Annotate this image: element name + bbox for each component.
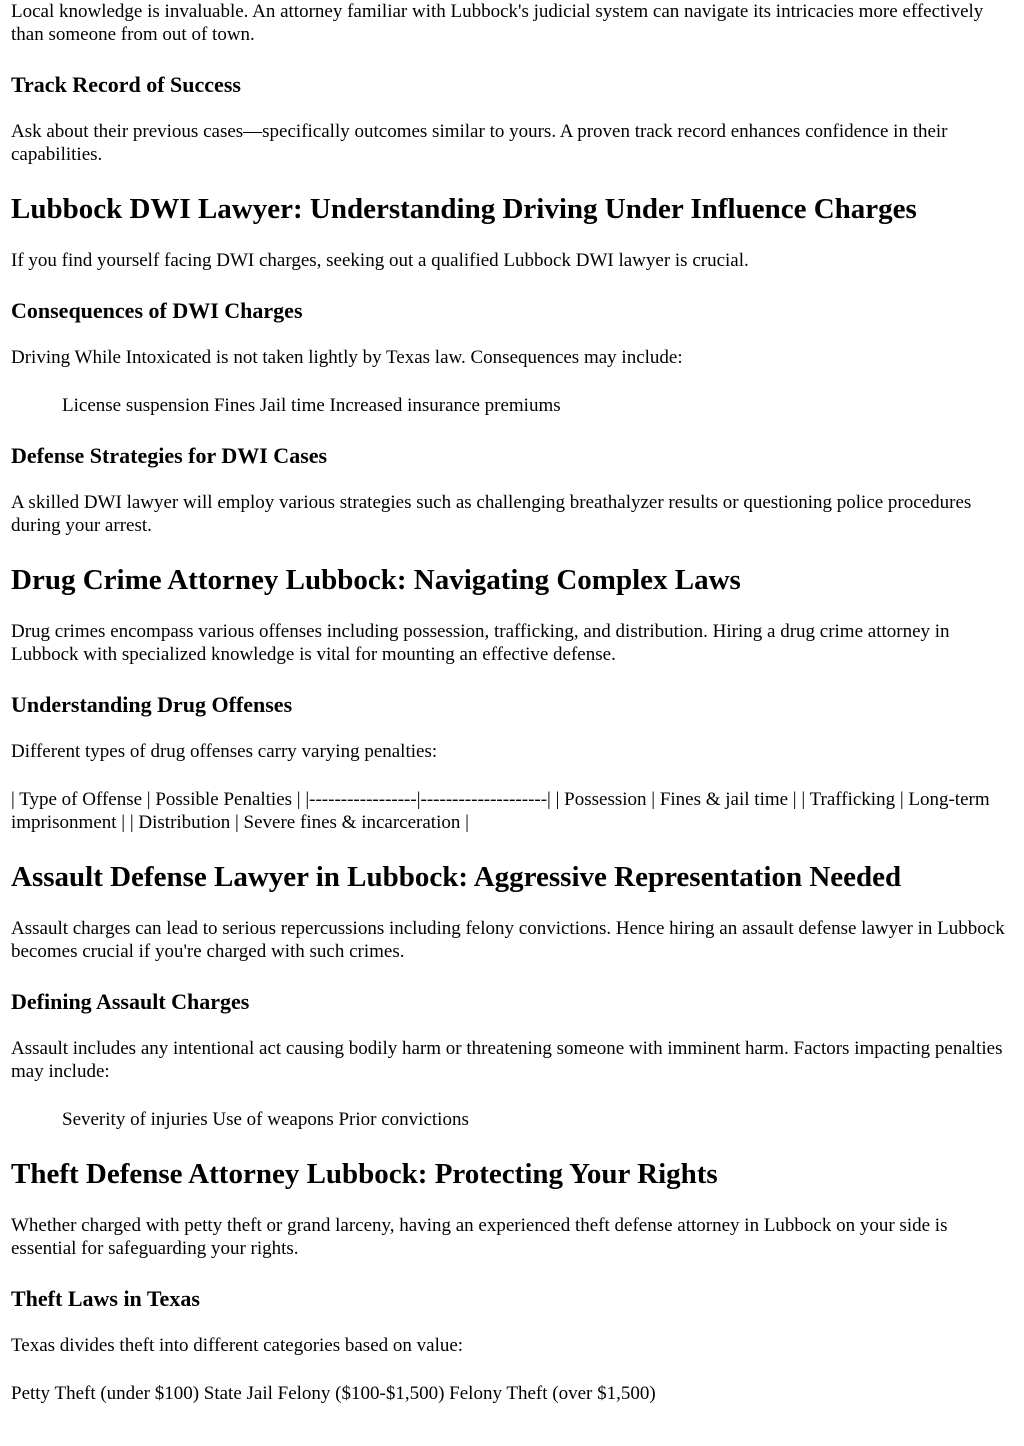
intro-paragraph: Local knowledge is invaluable. An attorney familiar with Lubbock's judicial system can navigate its intricacies more effectively than someone from out of town. bbox=[11, 1, 984, 45]
drug-offenses-heading: Understanding Drug Offenses bbox=[11, 692, 293, 717]
drug-offenses-paragraph: Different types of drug offenses carry varying penalties: bbox=[11, 741, 438, 762]
assault-factors-list: Severity of injuries Use of weapons Prior convictions bbox=[62, 1109, 469, 1130]
assault-defining-heading: Defining Assault Charges bbox=[11, 989, 250, 1014]
theft-laws-paragraph: Texas divides theft into different categories based on value: bbox=[11, 1335, 464, 1356]
drug-offenses-table-text: | Type of Offense | Possible Penalties | |-----------------|--------------------| | Possession | Fines & jail time | | Trafficking | Long-term imprisonment | | Distribution | Severe fines & incarceration | bbox=[11, 789, 990, 833]
dwi-consequences-paragraph: Driving While Intoxicated is not taken lightly by Texas law. Consequences may include: bbox=[11, 347, 683, 368]
dwi-section-heading: Lubbock DWI Lawyer: Understanding Driving Under Influence Charges bbox=[11, 193, 917, 225]
theft-intro-paragraph: Whether charged with petty theft or grand larceny, having an experienced theft defense attorney in Lubbock on your side is essential for safeguarding your rights. bbox=[11, 1215, 948, 1259]
assault-section-heading: Assault Defense Lawyer in Lubbock: Aggressive Representation Needed bbox=[11, 861, 902, 893]
dwi-consequences-list: License suspension Fines Jail time Increased insurance premiums bbox=[62, 395, 561, 416]
theft-section-heading: Theft Defense Attorney Lubbock: Protecting Your Rights bbox=[11, 1158, 718, 1190]
drug-intro-paragraph: Drug crimes encompass various offenses including possession, trafficking, and distribution. Hiring a drug crime attorney in Lubbock with specialized knowledge is vital for mounting an effective defense. bbox=[11, 621, 950, 665]
drug-section-heading: Drug Crime Attorney Lubbock: Navigating Complex Laws bbox=[11, 564, 741, 596]
assault-defining-paragraph: Assault includes any intentional act causing bodily harm or threatening someone with imminent harm. Factors impacting penalties may include: bbox=[11, 1038, 1003, 1082]
theft-laws-heading: Theft Laws in Texas bbox=[11, 1286, 200, 1311]
dwi-intro-paragraph: If you find yourself facing DWI charges, seeking out a qualified Lubbock DWI lawyer is crucial. bbox=[11, 250, 749, 271]
track-record-heading: Track Record of Success bbox=[11, 72, 241, 97]
theft-categories-list: Petty Theft (under $100) State Jail Felony ($100-$1,500) Felony Theft (over $1,500) bbox=[11, 1383, 656, 1404]
assault-intro-paragraph: Assault charges can lead to serious repercussions including felony convictions. Hence hiring an assault defense lawyer in Lubbock becomes crucial if you're charged with such crimes. bbox=[11, 918, 1005, 962]
track-record-paragraph: Ask about their previous cases—specifically outcomes similar to yours. A proven track record enhances confidence in their capabilities. bbox=[11, 121, 948, 165]
dwi-defense-heading: Defense Strategies for DWI Cases bbox=[11, 443, 328, 468]
dwi-consequences-heading: Consequences of DWI Charges bbox=[11, 298, 303, 323]
dwi-defense-paragraph: A skilled DWI lawyer will employ various strategies such as challenging breathalyzer results or questioning police procedures during your arrest. bbox=[11, 492, 972, 536]
